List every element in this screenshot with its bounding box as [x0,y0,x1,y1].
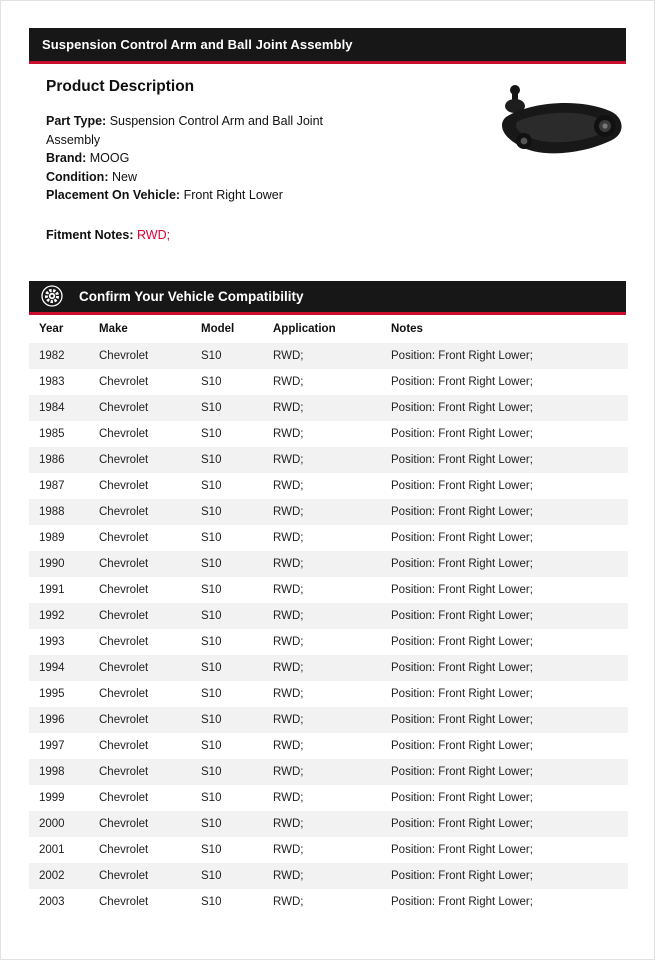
cell-year: 1985 [39,427,65,440]
cell-notes: Position: Front Right Lower; [391,401,533,414]
column-header-make: Make [89,315,191,343]
section-title: Product Description [46,78,195,95]
cell-application: RWD; [273,791,304,804]
cell-application: RWD; [273,661,304,674]
product-title-bar [29,28,626,64]
cell-year: 1983 [39,375,65,388]
table-row [29,837,628,863]
cell-make: Chevrolet [99,895,149,908]
cell-application: RWD; [273,739,304,752]
table-row [29,811,628,837]
cell-notes: Position: Front Right Lower; [391,687,533,700]
placement-label: Placement On Vehicle: [46,188,181,202]
cell-make: Chevrolet [99,687,149,700]
table-row [29,785,628,811]
cell-year: 1989 [39,531,65,544]
compatibility-header-bar [29,281,626,315]
table-row [29,629,628,655]
cell-year: 1997 [39,739,65,752]
cell-year: 2000 [39,817,65,830]
table-row [29,447,628,473]
product-title: Suspension Control Arm and Ball Joint Assembly [42,37,353,52]
cell-model: S10 [201,583,222,596]
fitment-value: RWD; [136,227,171,242]
cell-model: S10 [201,401,222,414]
cell-year: 1999 [39,791,65,804]
cell-notes: Position: Front Right Lower; [391,713,533,726]
cell-application: RWD; [273,557,304,570]
cell-notes: Position: Front Right Lower; [391,453,533,466]
cell-notes: Position: Front Right Lower; [391,531,533,544]
table-row [29,395,628,421]
table-row [29,863,628,889]
placement-value: Front Right Lower [183,188,283,202]
cell-model: S10 [201,843,222,856]
cell-application: RWD; [273,375,304,388]
fitment-notes [46,228,654,242]
cell-notes: Position: Front Right Lower; [391,609,533,622]
part-type-value: Suspension Control Arm and Ball Joint Assembly [46,114,323,147]
cell-notes: Position: Front Right Lower; [391,635,533,648]
cell-application: RWD; [273,427,304,440]
table-row [29,655,628,681]
cell-application: RWD; [273,583,304,596]
cell-model: S10 [201,505,222,518]
cell-notes: Position: Front Right Lower; [391,479,533,492]
cell-model: S10 [201,661,222,674]
compatibility-heading: Confirm Your Vehicle Compatibility [79,288,304,304]
cell-notes: Position: Front Right Lower; [391,583,533,596]
cell-application: RWD; [273,713,304,726]
brand-label: Brand: [46,151,87,165]
table-row [29,525,628,551]
cell-make: Chevrolet [99,505,149,518]
gear-icon [41,285,63,307]
cell-notes: Position: Front Right Lower; [391,375,533,388]
cell-application: RWD; [273,843,304,856]
cell-year: 1994 [39,661,65,674]
cell-make: Chevrolet [99,765,149,778]
cell-application: RWD; [273,895,304,908]
column-header-model: Model [191,315,263,343]
cell-application: RWD; [273,635,304,648]
cell-notes: Position: Front Right Lower; [391,765,533,778]
cell-year: 1991 [39,583,65,596]
cell-year: 2003 [39,895,65,908]
cell-year: 1990 [39,557,65,570]
cell-model: S10 [201,479,222,492]
part-type-label: Part Type: [46,114,107,128]
cell-model: S10 [201,635,222,648]
cell-model: S10 [201,739,222,752]
cell-make: Chevrolet [99,401,149,414]
cell-model: S10 [201,869,222,882]
cell-year: 1984 [39,401,65,414]
cell-notes: Position: Front Right Lower; [391,869,533,882]
cell-make: Chevrolet [99,531,149,544]
cell-notes: Position: Front Right Lower; [391,505,533,518]
cell-model: S10 [201,427,222,440]
cell-notes: Position: Front Right Lower; [391,817,533,830]
table-row [29,733,628,759]
cell-model: S10 [201,557,222,570]
cell-application: RWD; [273,453,304,466]
cell-year: 1988 [39,505,65,518]
cell-application: RWD; [273,817,304,830]
cell-model: S10 [201,349,222,362]
cell-model: S10 [201,817,222,830]
cell-make: Chevrolet [99,479,149,492]
cell-model: S10 [201,531,222,544]
cell-make: Chevrolet [99,609,149,622]
brand-value: MOOG [89,151,130,165]
cell-make: Chevrolet [99,791,149,804]
cell-year: 1987 [39,479,65,492]
table-row [29,473,628,499]
control-arm-illustration [488,81,628,169]
table-row [29,681,628,707]
table-row [29,421,628,447]
cell-make: Chevrolet [99,817,149,830]
cell-year: 1996 [39,713,65,726]
cell-make: Chevrolet [99,375,149,388]
cell-year: 1995 [39,687,65,700]
cell-make: Chevrolet [99,349,149,362]
table-header-row [29,315,628,343]
table-row [29,499,628,525]
detail-condition [46,168,654,187]
table-row [29,889,628,915]
cell-notes: Position: Front Right Lower; [391,895,533,908]
cell-notes: Position: Front Right Lower; [391,427,533,440]
table-row [29,343,628,369]
compatibility-table [29,315,628,915]
cell-model: S10 [201,609,222,622]
cell-application: RWD; [273,349,304,362]
cell-make: Chevrolet [99,557,149,570]
cell-make: Chevrolet [99,843,149,856]
cell-year: 1992 [39,609,65,622]
cell-notes: Position: Front Right Lower; [391,349,533,362]
cell-model: S10 [201,791,222,804]
cell-model: S10 [201,895,222,908]
cell-application: RWD; [273,687,304,700]
cell-notes: Position: Front Right Lower; [391,843,533,856]
cell-model: S10 [201,687,222,700]
cell-year: 1982 [39,349,65,362]
table-row [29,577,628,603]
cell-application: RWD; [273,765,304,778]
cell-model: S10 [201,765,222,778]
cell-make: Chevrolet [99,583,149,596]
cell-notes: Position: Front Right Lower; [391,661,533,674]
table-row [29,369,628,395]
cell-year: 2002 [39,869,65,882]
cell-year: 2001 [39,843,65,856]
condition-label: Condition: [46,169,109,184]
cell-notes: Position: Front Right Lower; [391,557,533,570]
cell-application: RWD; [273,479,304,492]
cell-model: S10 [201,375,222,388]
cell-make: Chevrolet [99,739,149,752]
detail-part-type [46,112,324,149]
control-arm-product-image [488,81,628,169]
detail-placement [46,186,654,205]
table-row [29,551,628,577]
table-row [29,603,628,629]
cell-application: RWD; [273,505,304,518]
cell-model: S10 [201,713,222,726]
condition-value: New [111,169,137,184]
cell-notes: Position: Front Right Lower; [391,739,533,752]
cell-model: S10 [201,453,222,466]
cell-make: Chevrolet [99,427,149,440]
compatibility-table-body [29,343,628,915]
cell-make: Chevrolet [99,661,149,674]
cell-make: Chevrolet [99,453,149,466]
cell-notes: Position: Front Right Lower; [391,791,533,804]
column-header-notes: Notes [381,315,628,343]
table-row [29,707,628,733]
cell-make: Chevrolet [99,713,149,726]
cell-application: RWD; [273,401,304,414]
cell-make: Chevrolet [99,635,149,648]
column-header-application: Application [263,315,381,343]
cell-application: RWD; [273,531,304,544]
column-header-year: Year [29,315,89,343]
cell-application: RWD; [273,609,304,622]
fitment-label: Fitment Notes: [46,227,134,242]
table-row [29,759,628,785]
cell-year: 1986 [39,453,65,466]
cell-year: 1998 [39,765,65,778]
cell-application: RWD; [273,869,304,882]
cell-year: 1993 [39,635,65,648]
cell-make: Chevrolet [99,869,149,882]
